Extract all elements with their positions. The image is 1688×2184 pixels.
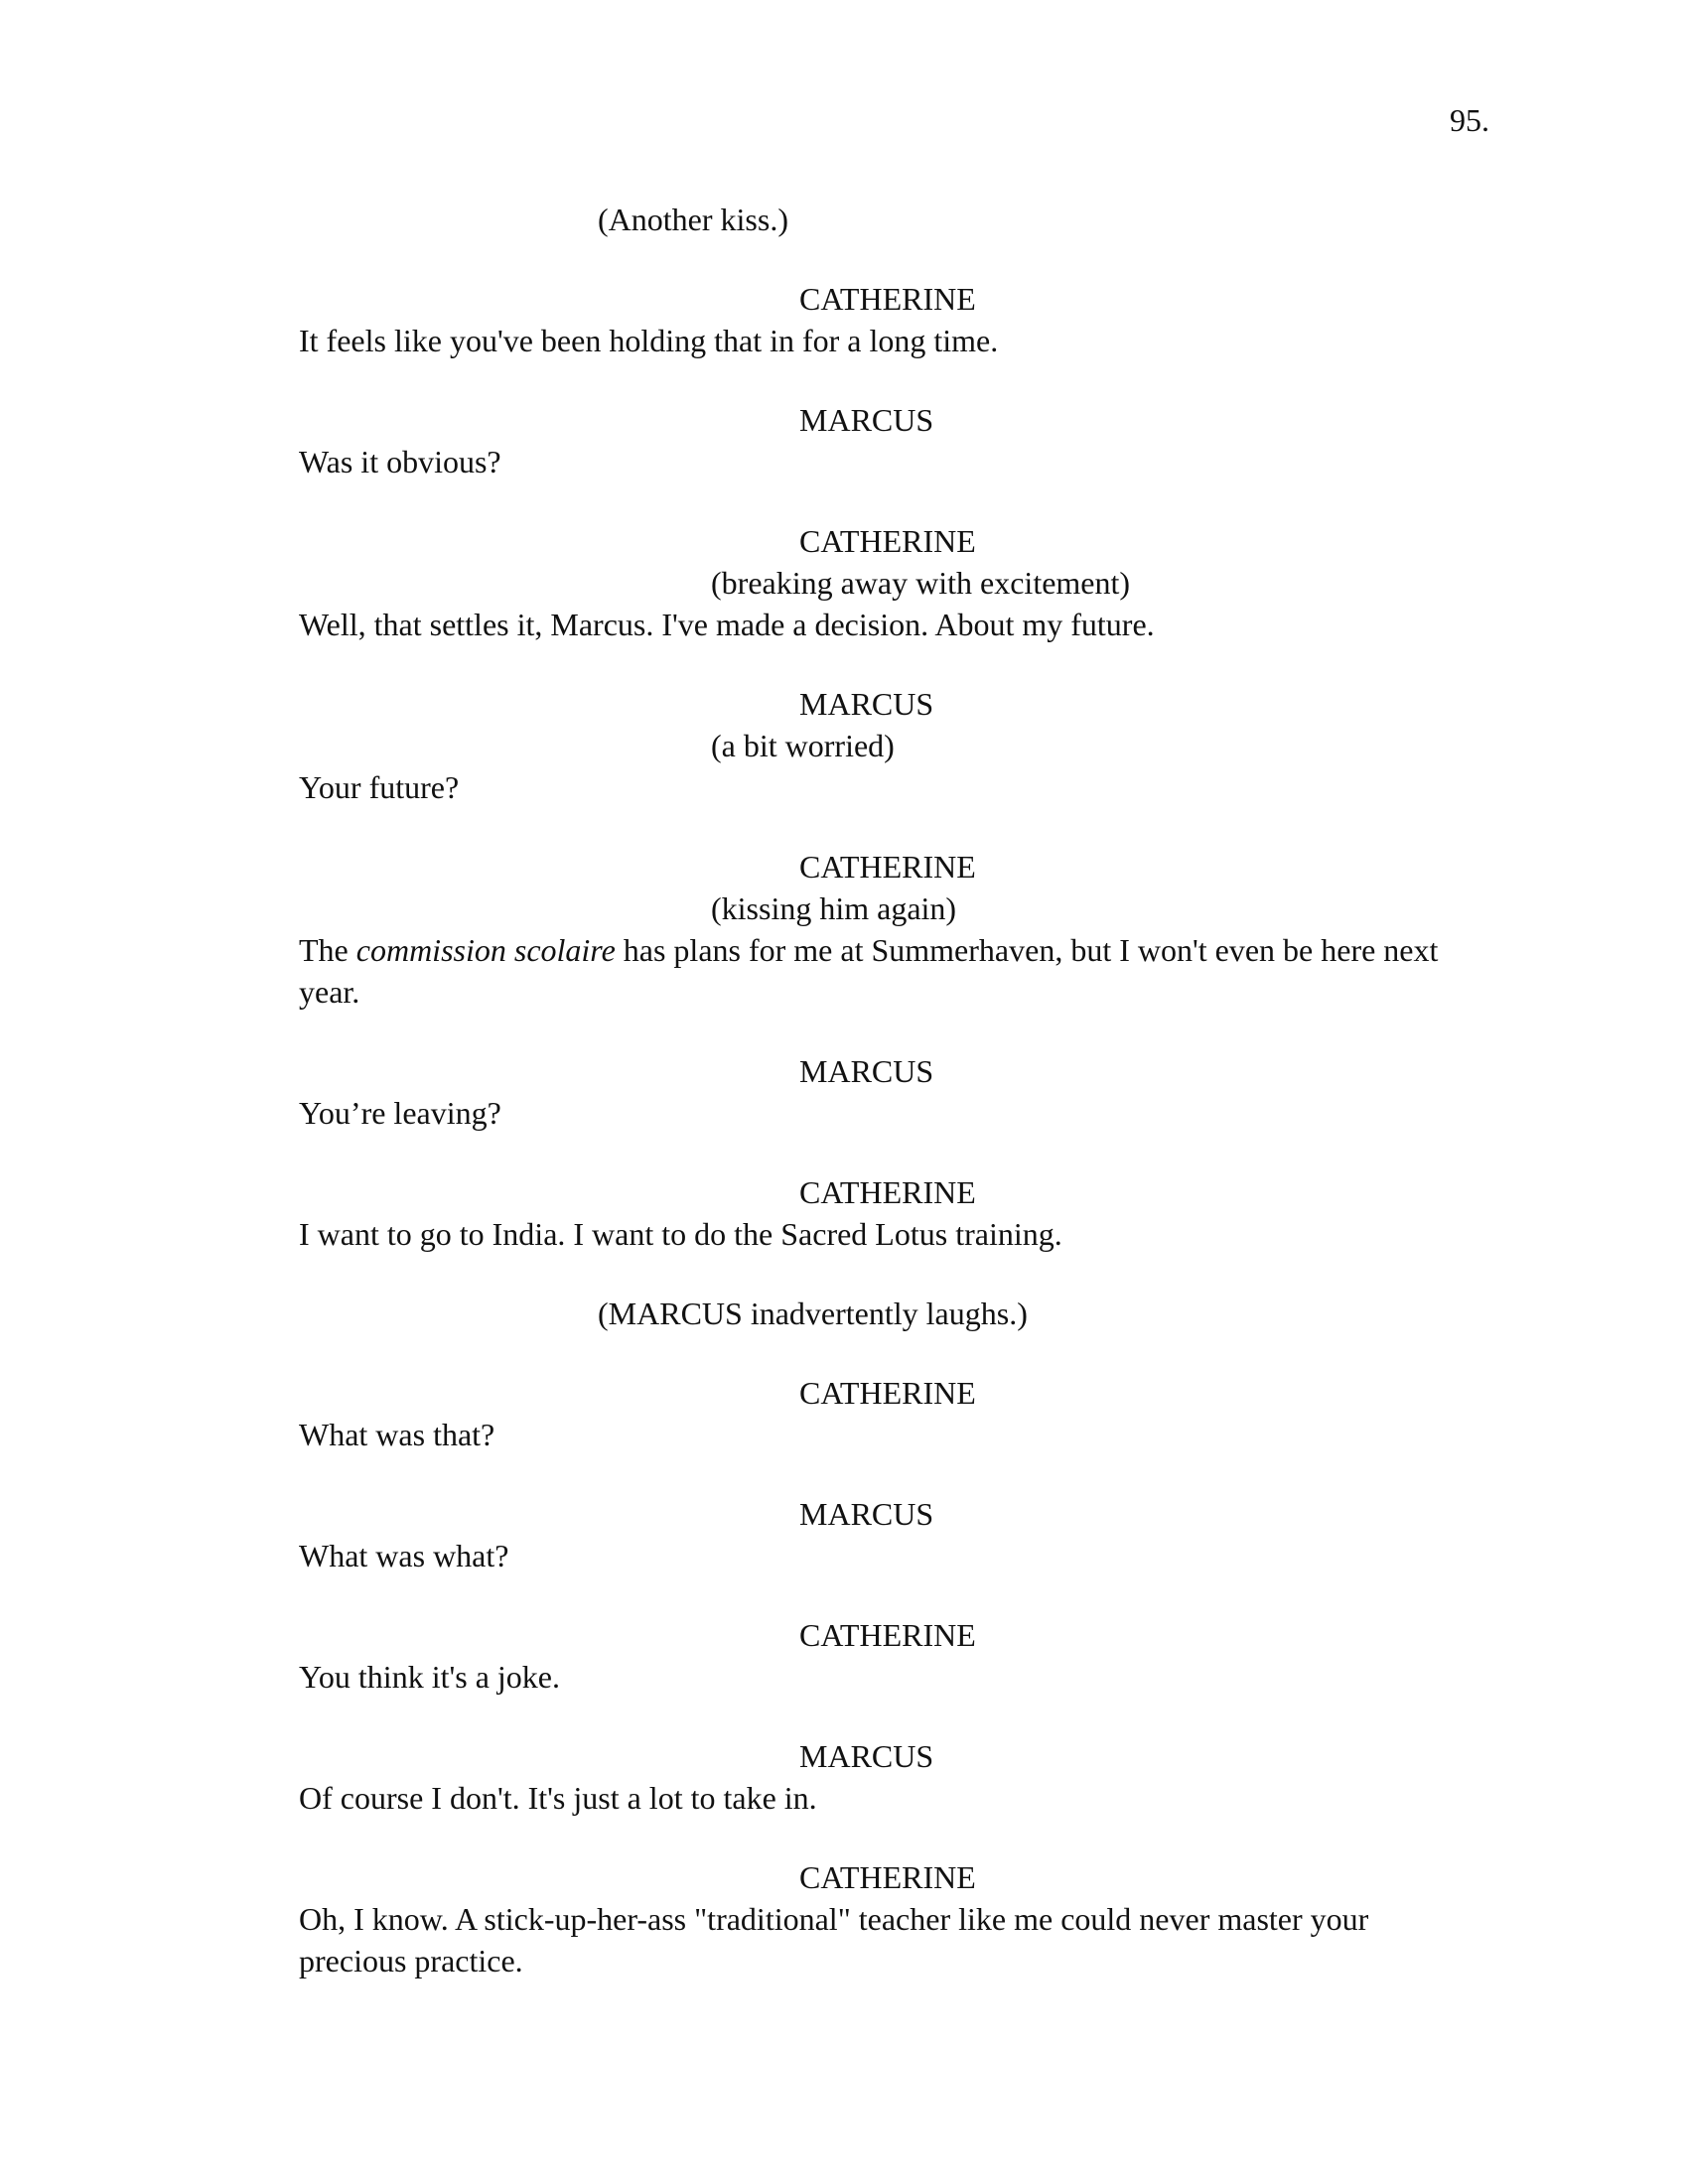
character-name: CATHERINE [799, 849, 976, 885]
character-name: MARCUS [799, 686, 934, 722]
dialogue-line: Well, that settles it, Marcus. I've made a decision. About my future. [299, 607, 1155, 642]
stage-direction: (MARCUS inadvertently laughs.) [598, 1296, 1028, 1331]
dialogue-line: You’re leaving? [299, 1095, 501, 1131]
character-name: CATHERINE [799, 1617, 976, 1653]
dialogue-line: Your future? [299, 769, 460, 805]
stage-direction: (Another kiss.) [598, 202, 788, 237]
dialogue-line: Oh, I know. A stick-up-her-ass "traditional" teacher like me could never master your [299, 1901, 1369, 1937]
page-number: 95. [1450, 102, 1489, 138]
character-name: MARCUS [799, 402, 934, 438]
dialogue-line: The commission scolaire has plans for me at Summerhaven, but I won't even be here next [299, 932, 1439, 968]
parenthetical: (breaking away with excitement) [711, 565, 1131, 601]
dialogue-line: You think it's a joke. [299, 1659, 560, 1695]
character-name: CATHERINE [799, 523, 976, 559]
dialogue-line: It feels like you've been holding that in for a long time. [299, 323, 999, 358]
dialogue-line: What was that? [299, 1417, 495, 1452]
dialogue-line: Of course I don't. It's just a lot to take in. [299, 1780, 817, 1816]
character-name: CATHERINE [799, 1859, 976, 1895]
parenthetical: (a bit worried) [711, 728, 895, 763]
character-name: MARCUS [799, 1738, 934, 1774]
italic-phrase: commission scolaire [355, 932, 616, 968]
character-name: CATHERINE [799, 281, 976, 317]
character-name: CATHERINE [799, 1174, 976, 1210]
character-name: MARCUS [799, 1496, 934, 1532]
dialogue-line: What was what? [299, 1538, 509, 1573]
dialogue-line: I want to go to India. I want to do the Sacred Lotus training. [299, 1216, 1062, 1252]
character-name: MARCUS [799, 1053, 934, 1089]
dialogue-line: year. [299, 974, 360, 1010]
dialogue-line: precious practice. [299, 1943, 523, 1979]
character-name: CATHERINE [799, 1375, 976, 1411]
dialogue-line: Was it obvious? [299, 444, 501, 479]
parenthetical: (kissing him again) [711, 890, 957, 926]
